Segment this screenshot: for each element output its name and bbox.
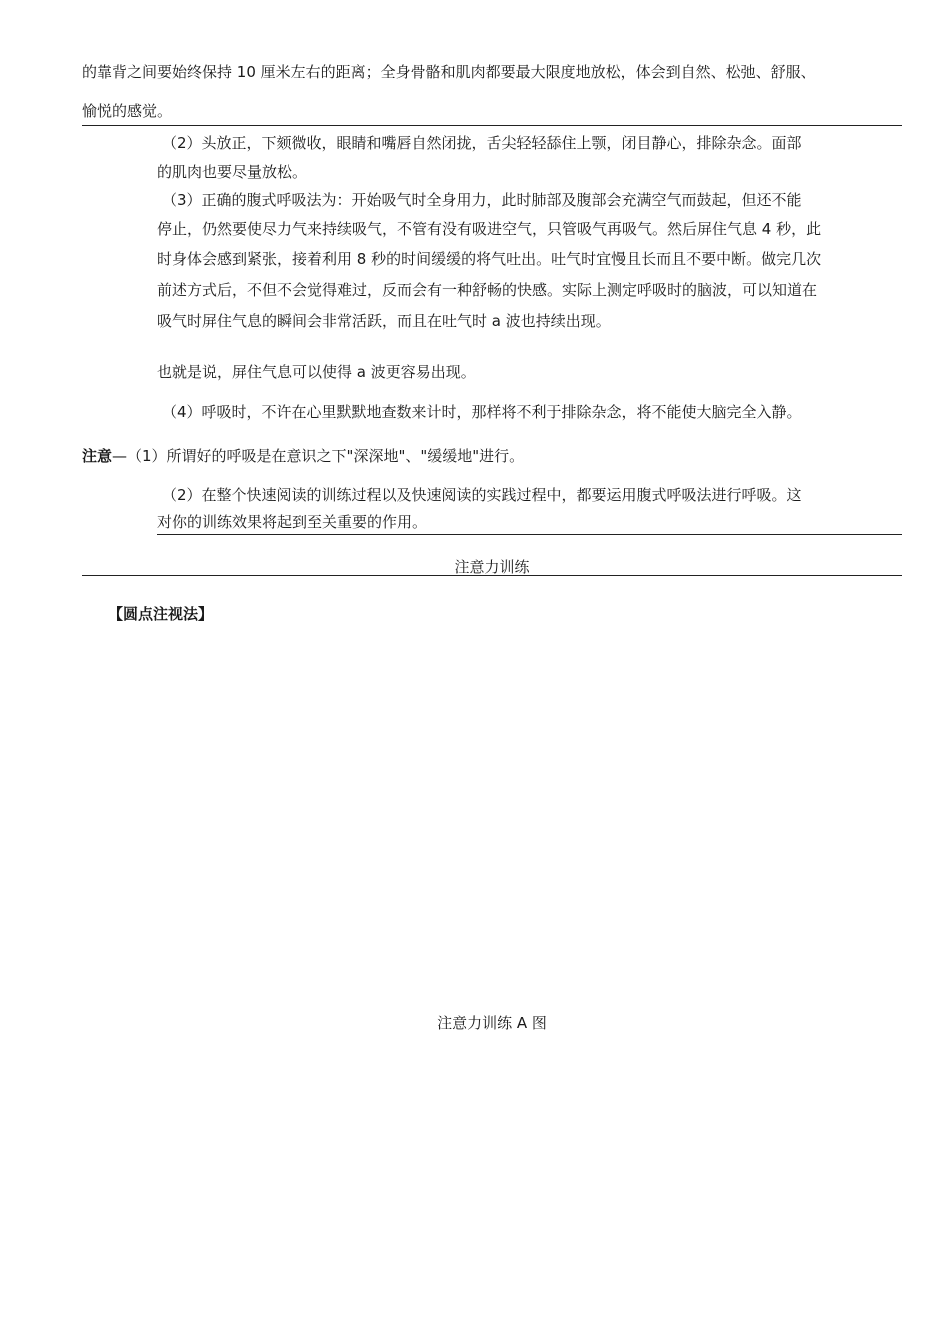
note-line-1 — [82, 446, 524, 466]
note-item-2-line-1: （2）在整个快速阅读的训练过程以及快速阅读的实践过程中，都要运用腹式呼吸法进行呼吸。这 — [162, 486, 802, 504]
figure-caption: 注意力训练 A 图 — [437, 1014, 547, 1032]
item-3-conclusion: 也就是说，屏住气息可以使得 a 波更容易出现。 — [157, 363, 476, 381]
item-3-line-4: 前述方式后，不但不会觉得难过，反而会有一种舒畅的快感。实际上测定呼吸时的脑波，可以知道在 — [157, 281, 818, 299]
intro-line-2: 愉悦的感觉。 — [82, 102, 173, 120]
divider-section — [82, 575, 902, 576]
item-3-line-3: 时身体会感到紧张，接着利用 8 秒的时间缓缓的将气吐出。吐气时宜慢且长而且不要中断。做完几次 — [157, 250, 822, 268]
note-dash: — — [112, 447, 128, 465]
intro-line-1: 的靠背之间要始终保持 10 厘米左右的距离；全身骨骼和肌肉都要最大限度地放松，体会到自然、松弛、舒服、 — [82, 63, 816, 81]
figure-area — [82, 640, 902, 1000]
subsection-title: 【圆点注视法】 — [108, 605, 214, 623]
note-item-1: （1）所谓好的呼吸是在意识之下"深深地"、"缓缓地"进行。 — [127, 447, 525, 465]
item-3-line-1: （3）正确的腹式呼吸法为：开始吸气时全身用力，此时肺部及腹部会充满空气而鼓起，但还不能 — [162, 191, 802, 209]
note-label: 注意 — [82, 447, 113, 465]
item-3-line-5: 吸气时屏住气息的瞬间会非常活跃，而且在吐气时 a 波也持续出现。 — [157, 312, 611, 330]
item-4: （4）呼吸时，不许在心里默默地查数来计时，那样将不利于排除杂念，将不能使大脑完全入静。 — [162, 403, 802, 421]
item-2-line-1: （2）头放正，下颏微收，眼睛和嘴唇自然闭拢，舌尖轻轻舔住上颚，闭目静心，排除杂念。面部 — [162, 134, 802, 152]
item-3-line-2: 停止，仍然要使尽力气来持续吸气，不管有没有吸进空气，只管吸气再吸气。然后屏住气息 4 秒，此 — [157, 220, 822, 238]
divider-top — [82, 125, 902, 126]
note-item-2-line-2: 对你的训练效果将起到至关重要的作用。 — [157, 513, 428, 531]
divider-note — [157, 534, 902, 535]
item-2-line-2: 的肌肉也要尽量放松。 — [157, 163, 308, 181]
section-title: 注意力训练 — [454, 558, 530, 576]
